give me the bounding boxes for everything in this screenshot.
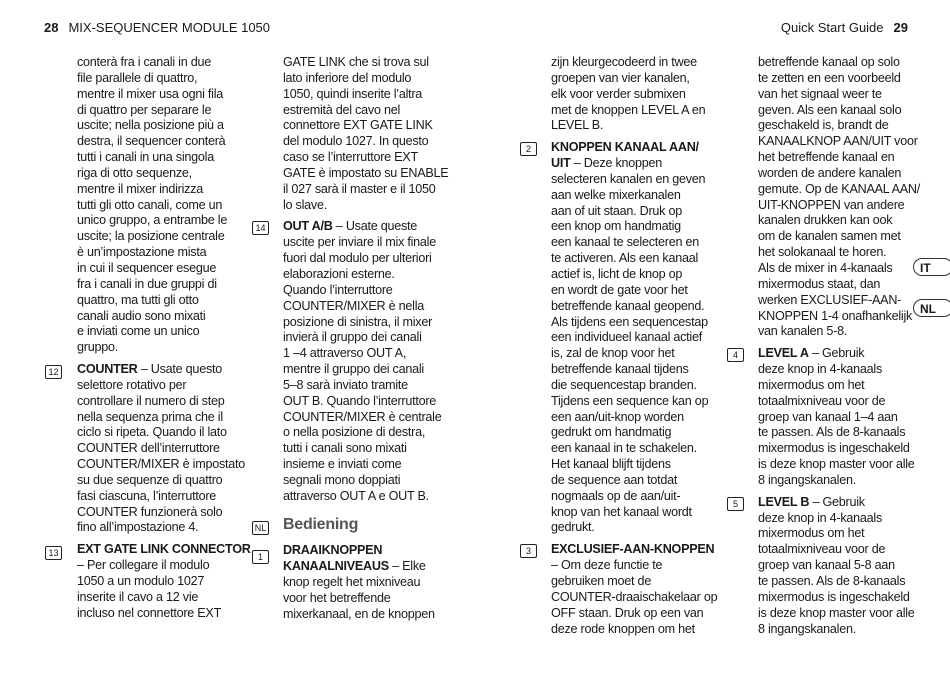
text-line: is deze knop master voor alle [758,605,915,620]
text-line: mentre il gruppo dei canali [283,362,424,377]
text-line: betreffende kanaal tijdens [551,362,689,377]
text-line: LEVEL B. [551,118,604,133]
text-line: controllare il numero di step [77,393,225,408]
item-13-body [77,558,251,621]
text-line: is, zal de knop voor het [551,346,675,361]
item-14-number: 14 [252,221,269,235]
text-line: GATE LINK che si trova sul [283,55,429,69]
item-12-text-start: – Usate questo [137,362,222,377]
text-line: gedrukt. [551,520,595,535]
item-1-title-line-2: KANAALNIVEAUS [283,559,389,574]
text-line: su due sequenze di quattro [77,472,223,487]
text-line: van kanalen 5-8. [758,324,848,339]
text-line: mixermodus om het [758,377,865,392]
text-line: mixermodus is ingeschakeld [758,441,910,456]
text-line: quattro, ma tutti gli otto [77,292,199,307]
item-1-heading [283,559,448,575]
text-line: GATE è impostato su ENABLE [283,165,449,180]
text-line: selecteren kanalen en geven [551,171,706,186]
item-5-title: LEVEL B [758,494,810,509]
item-2-title-line-2: UIT [551,156,571,171]
text-line: file parallele di quattro, [77,70,198,85]
item-2-heading [551,156,717,172]
text-line: estremità del cavo nel [283,102,401,117]
text-line: geven. Als een kanaal solo [758,102,902,117]
language-tab-it[interactable]: IT [913,258,950,276]
item-5-number: 5 [727,497,744,511]
text-line: mixermodus is ingeschakeld [758,589,910,604]
language-tab-nl[interactable]: NL [913,299,950,317]
col1-intro [77,55,251,356]
item-5-body [758,511,920,638]
text-line: insieme e inviati come [283,457,402,472]
text-line: riga di otto sequenze, [77,165,192,180]
left-page-header [44,20,270,36]
text-line: een knop om handmatig [551,219,681,234]
text-line: Tijdens een sequence kan op [551,393,709,408]
item-14-title: OUT A/B [283,219,333,234]
text-line: knop regelt het mixniveau [283,575,421,590]
text-line: gebruiken moet de [551,574,652,588]
item-4-text-start: – Gebruik [808,346,865,361]
text-line: nella sequenza prima che il [77,409,223,424]
text-line: te passen. Als de 8-kanaals [758,425,906,440]
text-line: groep van kanaal 1–4 aan [758,409,898,424]
text-line: fuori dal modulo per ulteriori [283,251,432,266]
column-2 [283,55,448,623]
text-line: destra, il sequencer conterà [77,134,226,149]
text-line: elk voor verder submixen [551,86,686,101]
item-12-title: COUNTER [77,362,138,377]
col4-intro [758,55,920,340]
left-page-title: MIX-SEQUENCER MODULE 1050 [68,20,271,35]
text-line: het betreffende kanaal en [758,150,895,165]
text-line: knop van het kanaal wordt [551,504,692,519]
item-4-heading [758,346,920,362]
text-line: een kanaal te selecteren en [551,235,699,250]
text-line: groep van kanaal 5-8 aan [758,558,895,573]
text-line: worden de andere kanalen [758,165,902,180]
text-line: actief is, licht de knop op [551,266,683,281]
item-3-number: 3 [520,544,537,558]
text-line: selettore rotativo per [77,377,187,392]
text-line: è un’impostazione mista [77,245,207,260]
item-1-text-start: – Elke [388,559,426,574]
text-line: uscite per inviare il mix finale [283,235,436,250]
text-line: attraverso OUT A e OUT B. [283,488,429,503]
text-line: groepen van vier kanalen, [551,70,690,85]
text-line: 1050 a un modulo 1027 [77,574,205,588]
column-4 [758,55,920,637]
text-line: de sequence aan totdat [551,472,678,487]
item-2-number: 2 [520,142,537,156]
text-line: mixermodus staat, dan [758,276,881,291]
text-line: 8 ingangskanalen. [758,472,856,487]
text-line: conterà fra i canali in due [77,55,211,69]
text-line: caso se l’interruttore EXT [283,150,418,165]
text-line: aan of uit staan. Druk op [551,203,682,218]
text-line: totaalmixniveau voor de [758,542,886,557]
text-line: een aan/uit-knop worden [551,409,684,424]
text-line: fino all’impostazione 4. [77,520,199,535]
right-page-header [781,20,908,36]
item-5-text-start: – Gebruik [809,494,865,509]
text-line: COUNTER/MIXER è impostato [77,457,246,472]
text-line: KNOPPEN 1-4 onafhankelijk [758,308,913,323]
item-4-title: LEVEL A [758,346,809,361]
text-line: 8 ingangskanalen. [758,621,856,636]
text-line: del modulo 1027. In questo [283,134,429,149]
text-line: COUNTER dell’interruttore [77,441,220,456]
text-line: mixermodus om het [758,526,865,541]
item-13-title: EXT GATE LINK CONNECTOR [77,542,251,557]
text-line: invierà il gruppo dei canali [283,330,422,345]
text-line: – Per collegare il modulo [77,558,210,573]
item-14-body [283,235,448,504]
item-12-body [77,378,251,536]
item-12-number: 12 [45,365,62,379]
text-line: canali audio sono mixati [77,308,206,323]
text-line: mentre il mixer usa ogni fila [77,86,224,101]
text-line: Als tijdens een sequencestap [551,314,708,329]
text-line: COUNTER-draaischakelaar op [551,589,718,604]
text-line: 1050, quindi inserite l’altra [283,86,423,101]
text-line: posizione di sinistra, il mixer [283,314,433,329]
text-line: connettore EXT GATE LINK [283,118,433,133]
text-line: mentre il mixer indirizza [77,181,204,196]
column-3 [551,55,717,637]
text-line: met de knoppen LEVEL A en [551,102,706,117]
text-line: lato inferiore del modulo [283,70,412,85]
text-line: KANAALKNOP AAN/UIT voor [758,134,918,149]
col3-intro [551,55,717,134]
text-line: elaborazioni esterne. [283,266,395,281]
text-line: kanalen drukken kan ook [758,213,893,228]
text-line: Het kanaal blijft tijdens [551,457,671,472]
text-line: uscite; la posizione centrale [77,229,225,244]
item-1-title-line-1: DRAAIKNOPPEN [283,543,383,558]
col2-intro [283,55,448,213]
text-line: die sequencestap branden. [551,377,697,392]
item-4-body [758,362,920,489]
item-14-text-start: – Usate queste [332,219,418,234]
text-line: en wordt de gate voor het [551,282,688,297]
text-line: deze rode knoppen om het [551,621,695,636]
text-line: – Om deze functie te [551,558,663,573]
item-5-heading [758,495,920,511]
left-page-number: 28 [44,20,59,35]
text-line: betreffende kanaal op solo [758,55,900,69]
item-1-body [283,575,448,623]
text-line: deze knop in 4-kanaals [758,510,883,525]
text-line: totaalmixniveau voor de [758,393,886,408]
text-line: COUNTER/MIXER è nella [283,298,425,313]
item-13-number: 13 [45,546,62,560]
text-line: fra i canali in due gruppi di [77,276,217,291]
text-line: van het signaal weer te [758,86,882,101]
text-line: 1 –4 attraverso OUT A, [283,346,407,361]
text-line: COUNTER funzionerà solo [77,504,223,519]
text-line: fasi ciascuna, l’interruttore [77,488,217,503]
text-line: incluso nel connettore EXT [77,605,222,620]
item-2-title-line-1: KNOPPEN KANAAL AAN/ [551,140,699,155]
text-line: il 027 sarà il master e il 1050 [283,181,436,196]
text-line: lo slave. [283,197,327,212]
text-line: e inviati come un unico [77,324,200,339]
text-line: te passen. Als de 8-kanaals [758,574,906,588]
text-line: een kanaal in te schakelen. [551,441,697,456]
text-line: tutti i canali sono mixati [283,441,407,456]
item-3-title: EXCLUSIEF-AAN-KNOPPEN [551,542,715,557]
text-line: Quando l’interruttore [283,282,393,297]
item-1-number: 1 [252,550,269,564]
text-line: geschakeld is, brandt de [758,118,889,133]
text-line: ciclo si ripeta. Quando il lato [77,425,227,440]
text-line: het solokanaal te horen. [758,245,887,260]
text-line: deze knop in 4-kanaals [758,362,883,377]
item-12-heading [77,362,251,378]
text-line: aan welke mixerkanalen [551,187,681,202]
text-line: tutti gli otto canali, come un [77,197,223,212]
text-line: 5–8 sarà inviato tramite [283,377,408,392]
text-line: OFF staan. Druk op een van [551,605,704,620]
section-title-bediening: Bediening [283,515,359,533]
right-page-title: Quick Start Guide [780,20,884,35]
text-line: voor het betreffende [283,591,391,605]
text-line: een individueel kanaal actief [551,330,702,345]
text-line: unico gruppo, a entrambe le [77,213,228,228]
item-4-number: 4 [727,348,744,362]
item-2-text-start: – Deze knoppen [570,156,663,171]
text-line: nogmaals op de aan/uit- [551,488,681,503]
text-line: OUT B. Quando l’interruttore [283,393,437,408]
right-page-number: 29 [893,20,908,35]
text-line: inserite il cavo a 12 vie [77,589,199,604]
text-line: o nella posizione di destra, [283,425,426,440]
text-line: te zetten en een voorbeeld [758,70,901,85]
text-line: tutti i canali in una singola [77,150,214,165]
column-1 [77,55,251,622]
text-line: COUNTER/MIXER è centrale [283,409,442,424]
text-line: segnali mono doppiati [283,472,401,487]
text-line: te activeren. Als een kanaal [551,251,699,266]
section-nl-badge: NL [252,521,269,535]
text-line: mixerkanaal, en de knoppen [283,606,435,621]
item-3-body [551,558,717,637]
text-line: werken EXCLUSIEF-AAN- [758,292,902,307]
text-line: UIT-KNOPPEN van andere [758,197,905,212]
text-line: Als de mixer in 4-kanaals [758,260,893,275]
text-line: is deze knop master voor alle [758,457,915,472]
text-line: di quattro per separare le [77,102,212,117]
text-line: betreffende kanaal geopend. [551,298,705,313]
item-2-body [551,172,717,536]
text-line: zijn kleurgecodeerd in twee [551,55,697,69]
text-line: gedrukt om handmatig [551,425,672,440]
text-line: in cui il sequencer esegue [77,260,217,275]
text-line: gruppo. [77,340,118,355]
text-line: uscite; nella posizione più a [77,118,224,133]
text-line: gemute. Op de KANAAL AAN/ [758,181,920,196]
text-line: om de kanalen samen met [758,229,901,244]
item-14-heading [283,219,448,235]
